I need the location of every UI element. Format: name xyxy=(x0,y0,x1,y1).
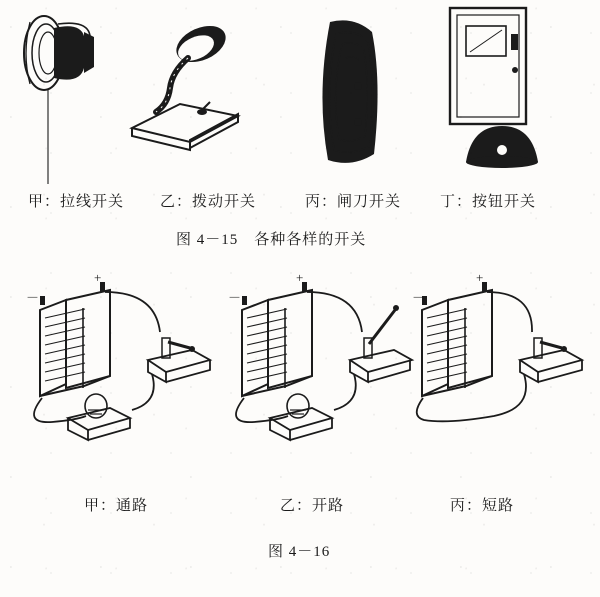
figure-4-15-caption: 图 4－15 各种各样的开关 xyxy=(176,232,367,248)
switch-label-ding: 丁：按钮开关 xyxy=(440,194,537,210)
circuit-label-yi: 乙：开路 xyxy=(280,498,345,514)
push-button-switch-icon xyxy=(432,4,572,174)
svg-text:+: + xyxy=(476,270,484,285)
switch-label-bing: 丙：闸刀开关 xyxy=(305,194,402,210)
circuit-open-diagram xyxy=(222,270,412,478)
svg-text:－: － xyxy=(412,290,426,305)
switch-label-yi: 乙：拨动开关 xyxy=(160,194,257,210)
circuit-short-diagram xyxy=(412,270,592,478)
circuit-closed-diagram xyxy=(20,270,210,478)
svg-text:－: － xyxy=(26,290,40,305)
knife-switch-icon xyxy=(300,14,400,174)
figure-switches xyxy=(0,0,600,250)
svg-text:+: + xyxy=(296,270,304,285)
svg-text:+: + xyxy=(94,270,102,285)
circuit-label-bing: 丙：短路 xyxy=(450,498,515,514)
circuit-label-jia: 甲：通路 xyxy=(84,498,149,514)
svg-text:－: － xyxy=(228,290,242,305)
figure-circuits xyxy=(0,268,600,568)
pull-cord-switch-icon xyxy=(8,6,118,186)
figure-4-16-caption: 图 4－16 xyxy=(268,544,331,560)
switch-label-jia: 甲：拉线开关 xyxy=(28,194,125,210)
toggle-lamp-switch-icon xyxy=(118,18,248,158)
